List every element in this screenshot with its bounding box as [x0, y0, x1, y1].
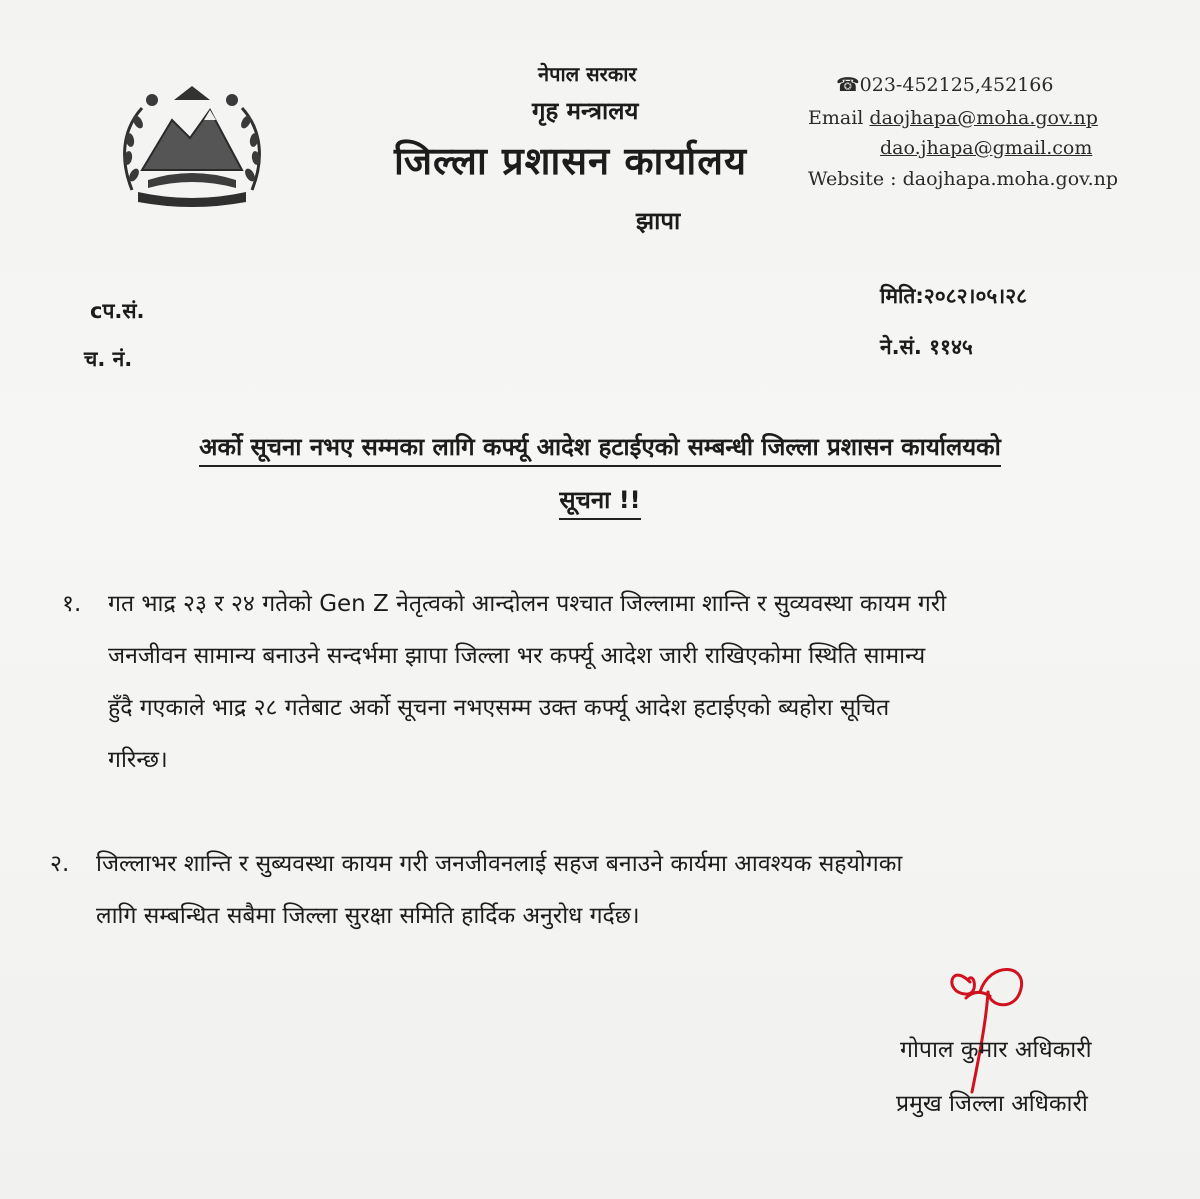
- email-primary-link[interactable]: daojhapa@moha.gov.np: [869, 107, 1098, 129]
- telephone-icon: ☎: [836, 74, 860, 96]
- notice-subject: [0, 430, 1200, 463]
- nepal-emblem-icon: [112, 80, 272, 210]
- point-number: २.: [50, 851, 70, 877]
- subject-line-2: सूचना !!: [559, 486, 640, 520]
- phone-line: [836, 74, 1053, 96]
- point-2-line-2: लागि सम्बन्धित सबैमा जिल्ला सुरक्षा समिति हार्दिक अनुरोध गर्दछ।: [96, 903, 640, 929]
- point-1-line-2: जनजीवन सामान्य बनाउने सन्दर्भमा झापा जिल्ला भर कर्फ्यू आदेश जारी राखिएकोमा स्थिति सामान्य: [108, 643, 926, 669]
- website-line: Website : daojhapa.moha.gov.np: [808, 168, 1119, 190]
- notice-subject-continued: [0, 483, 1200, 516]
- signatory-title: प्रमुख जिल्ला अधिकारी: [896, 1091, 1088, 1117]
- email-secondary-link[interactable]: dao.jhapa@gmail.com: [880, 137, 1093, 159]
- point-2-line-1: २. जिल्लाभर शान्ति र सुब्यवस्था कायम गरी जनजीवनलाई सहज बनाउने कार्यमा आवश्यक सहयोगका: [50, 838, 1160, 890]
- email-line: [808, 107, 1098, 129]
- notice-point-2: [50, 838, 1160, 942]
- point-number: १.: [62, 591, 82, 617]
- point-1-line-3: हुँदै गएकाले भाद्र २८ गतेबाट अर्को सूचना नभएसम्म उक्त कर्फ्यू आदेश हटाईएको ब्यहोरा सूचित: [108, 695, 890, 721]
- phone-numbers: 023-452125,452166: [859, 74, 1054, 96]
- point-1-line-1: १. गत भाद्र २३ र २४ गतेको Gen Z नेतृत्वको आन्दोलन पश्चात जिल्लामा शान्ति र सुव्यवस्था कायम गरी: [62, 578, 1152, 630]
- notice-point-1: [62, 578, 1152, 786]
- subject-line-1: अर्को सूचना नभए सम्मका लागि कर्फ्यू आदेश हटाईएको सम्बन्धी जिल्ला प्रशासन कार्यालयको: [199, 433, 1001, 467]
- point-1-line-4: गरिन्छ।: [108, 747, 168, 773]
- notice-date: मिति:२०८२।०५।२८: [880, 284, 1028, 308]
- office-name: जिल्ला प्रशासन कार्यालय: [394, 139, 748, 183]
- signatory-name: गोपाल कुमार अधिकारी: [900, 1037, 1092, 1063]
- dispatch-number-label: च. नं.: [84, 347, 133, 371]
- email-label: Email: [808, 107, 870, 129]
- letter-number-label: cप.सं.: [90, 299, 145, 323]
- office-location: झापा: [636, 207, 681, 235]
- signature-icon: [910, 952, 1050, 1102]
- nepal-sambat-year: ने.सं. ११४५: [880, 335, 973, 359]
- government-name: नेपाल सरकार: [538, 62, 637, 86]
- ministry-name: गृह मन्त्रालय: [532, 97, 639, 125]
